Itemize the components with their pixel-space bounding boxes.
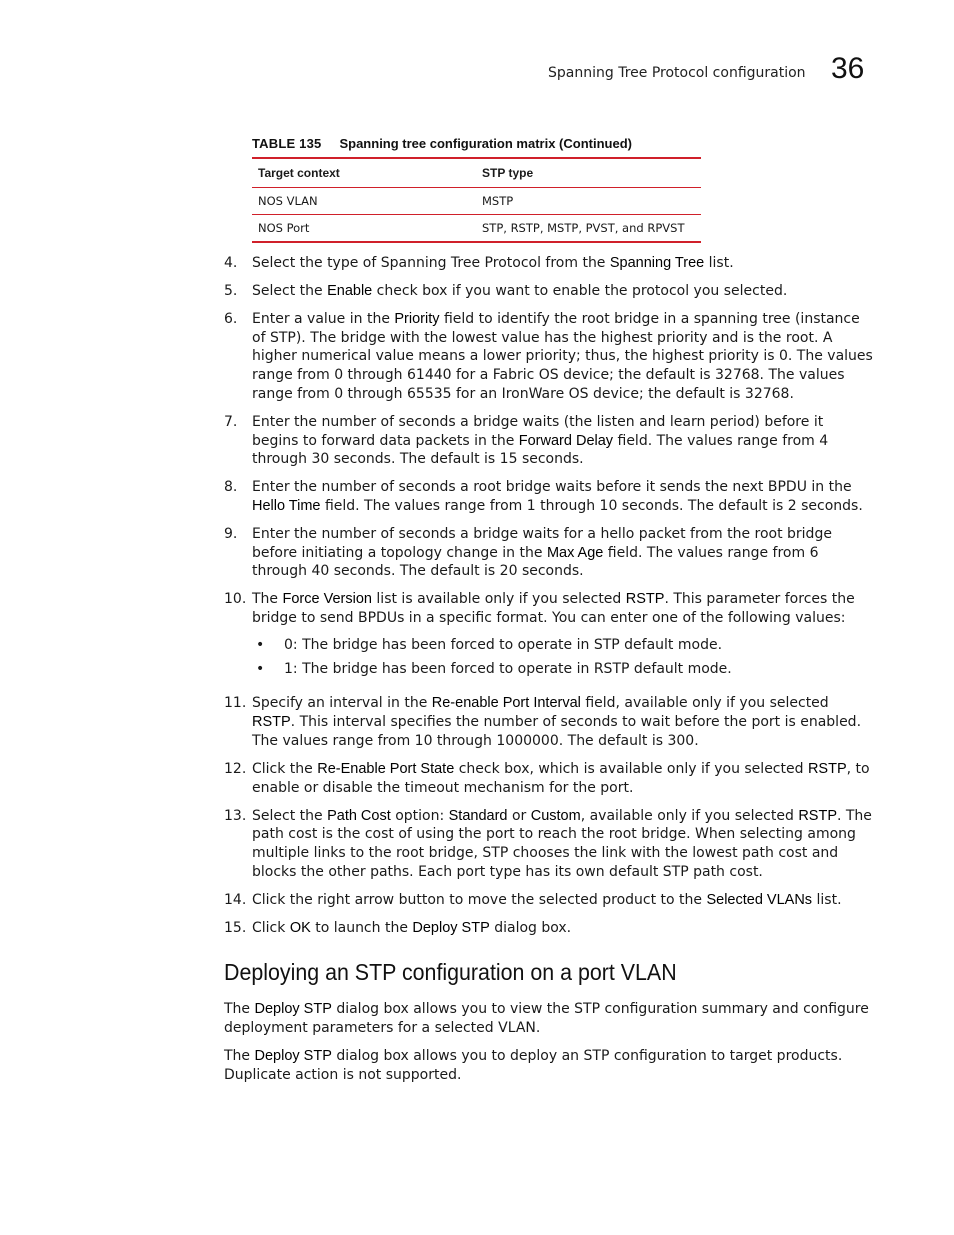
text-run: field. The values range from 6 through 40 seconds. The default is 20 seconds. <box>252 544 819 580</box>
text-run: , to enable or disable the timeout mechanism for the port. <box>252 760 870 796</box>
table-cell: NOS Port <box>258 221 310 235</box>
text-run: dialog box allows you to view the STP configuration summary and configure deployment parameters for a selected VLAN. <box>224 1001 869 1036</box>
text-run: The <box>252 591 283 608</box>
procedure-steps <box>224 254 874 947</box>
table-row <box>252 188 701 215</box>
ui-term: Deploy STP <box>412 919 490 936</box>
step-text <box>252 282 874 301</box>
text-run: field. The values range from 1 through 10 seconds. The default is 2 seconds. <box>320 497 863 514</box>
page-header-title: Spanning Tree Protocol configuration <box>548 65 806 81</box>
table-label: TABLE 135 <box>252 136 322 151</box>
step-body <box>252 760 874 797</box>
text-run: dialog box allows you to deploy an STP configuration to target products. Duplicate action is not supported. <box>224 1048 843 1083</box>
ui-term: Standard <box>448 807 508 824</box>
text-run: . This parameter forces the bridge to send BPDUs in a specific format. You can enter one of the following values: <box>252 591 855 627</box>
text-run: list is available only if you selected <box>371 591 626 608</box>
step-number: 6. <box>224 311 238 327</box>
text-run: Specify an interval in the <box>252 695 432 712</box>
text-run: . This interval specifies the number of seconds to wait before the port is enabled. The values range from 10 through 1000000. The default is 300. <box>252 714 862 749</box>
step-number: 15. <box>224 919 247 936</box>
procedure-step <box>224 478 874 515</box>
text-run: list. <box>812 891 842 908</box>
ui-term: RSTP <box>252 714 291 731</box>
table-title: Spanning tree configuration matrix (Continued) <box>339 136 632 151</box>
step-number: 8. <box>224 479 238 496</box>
text-run: The <box>224 1048 255 1064</box>
step-body <box>252 590 874 627</box>
table-header-row <box>252 159 701 188</box>
step-number: 7. <box>224 413 238 430</box>
text-run: Click the right arrow button to move the selected product to the <box>252 891 707 908</box>
text-run: or <box>507 807 531 824</box>
ui-term: Max Age <box>546 544 604 561</box>
text-run: Select the <box>252 283 328 299</box>
config-matrix-table <box>252 157 701 243</box>
bullet-item <box>252 636 874 655</box>
step-body <box>252 282 874 301</box>
procedure-step <box>224 590 874 685</box>
chapter-number: 36 <box>831 52 865 85</box>
text-run: Click <box>252 919 290 936</box>
ui-term: Deploy STP <box>254 1048 332 1064</box>
text-run: field to identify the root bridge in a spanning tree (instance of STP). The bridge with the lowest value has the highest priority and is the root. A higher numerical value means a lower priority; thus, the highest priority is 0. The values range from 0 through 61440 for a Fabric OS device; the default is 32768. The values range from 0 through 65535 for an IronWare OS device; the default is 32768. <box>252 311 873 402</box>
text-run: Select the type of Spanning Tree Protocol from the <box>252 255 610 271</box>
text-run: Enter the number of seconds a root bridge waits before it sends the next BPDU in the <box>252 479 852 496</box>
text-run: option: <box>390 807 449 824</box>
ui-term: RSTP <box>807 760 847 777</box>
step-text <box>252 310 874 404</box>
section-heading: Deploying an STP configuration on a port VLAN <box>224 959 677 985</box>
text-run: Click the <box>252 760 318 777</box>
bullet-text: 1: The bridge has been forced to operate in RSTP default mode. <box>284 661 732 678</box>
step-body <box>252 694 874 750</box>
step-number: 14. <box>224 891 247 908</box>
text-run: list. <box>704 255 734 271</box>
ui-term: Path Cost <box>327 807 391 824</box>
ui-term: Spanning Tree <box>609 255 705 271</box>
text-run: , available only if you selected <box>580 807 799 824</box>
procedure-step <box>224 919 874 938</box>
ui-term: Deploy STP <box>254 1001 332 1017</box>
step-text <box>252 590 874 685</box>
step-body <box>252 807 874 882</box>
step-body <box>252 525 874 581</box>
bullet-dot-icon: • <box>256 636 265 653</box>
step-number: 12. <box>224 760 247 777</box>
step-text <box>252 694 874 750</box>
text-run: dialog box. <box>489 919 572 936</box>
step-text <box>252 254 874 273</box>
ui-term: Selected VLANs <box>706 891 813 908</box>
ui-term: Enable <box>327 283 373 299</box>
table-row <box>252 215 701 241</box>
procedure-step <box>224 694 874 750</box>
step-body <box>252 919 874 938</box>
text-run: Enter the number of seconds a bridge waits for a hello packet from the root bridge before initiating a topology change in the <box>252 525 832 561</box>
text-run: The <box>224 1001 255 1017</box>
text-run: to launch the <box>310 919 413 936</box>
text-run: Select the <box>252 807 328 824</box>
step-text <box>252 807 874 882</box>
procedure-step <box>224 891 874 910</box>
ui-term: Forward Delay <box>518 432 614 449</box>
column-header: STP type <box>482 166 534 180</box>
body-paragraph <box>224 1000 869 1037</box>
step-text <box>252 478 874 515</box>
table-cell: MSTP <box>482 194 514 208</box>
column-header: Target context <box>258 166 340 180</box>
step-number: 11. <box>224 695 247 712</box>
ui-term: Custom <box>530 807 581 824</box>
step-body <box>252 310 874 404</box>
step-number: 4. <box>224 255 238 271</box>
bullet-text: 0: The bridge has been forced to operate in STP default mode. <box>284 636 723 653</box>
step-number: 13. <box>224 807 247 824</box>
step-number: 10. <box>224 591 247 608</box>
step-body <box>252 254 874 273</box>
text-run: . The path cost is the cost of using the port to reach the root bridge. When selecting among multiple links to the root bridge, STP chooses the link with the lowest path cost and blocks the other paths. Each port type has its own default STP path cost. <box>252 807 872 880</box>
ui-term: RSTP <box>625 591 665 608</box>
procedure-step <box>224 310 874 404</box>
step-text <box>252 413 874 469</box>
procedure-step <box>224 760 874 797</box>
text-run: field, available only if you selected <box>580 695 829 712</box>
ui-term: OK <box>289 919 311 936</box>
procedure-step <box>224 525 874 581</box>
step-body <box>252 478 874 515</box>
ui-term: Re-enable Port Interval <box>431 695 581 712</box>
step-text <box>252 525 874 581</box>
ui-term: RSTP <box>798 807 837 824</box>
procedure-step <box>224 413 874 469</box>
body-paragraph <box>224 1047 869 1084</box>
table-caption <box>252 136 632 151</box>
step-text <box>252 760 874 797</box>
bullet-dot-icon: • <box>256 661 265 678</box>
step-body <box>252 891 874 910</box>
ui-term: Priority <box>394 311 440 327</box>
text-run: Enter a value in the <box>252 311 395 327</box>
ui-term: Re-Enable Port State <box>317 760 455 777</box>
table-cell: STP, RSTP, MSTP, PVST, and RPVST <box>482 221 685 235</box>
text-run: Enter the number of seconds a bridge waits (the listen and learn period) before it begins to forward data packets in the <box>252 413 824 449</box>
step-text <box>252 891 874 910</box>
procedure-step <box>224 254 874 273</box>
step-number: 5. <box>224 283 238 299</box>
procedure-step <box>224 807 874 882</box>
text-run: field. The values range from 4 through 30 seconds. The default is 15 seconds. <box>252 432 829 468</box>
ui-term: Force Version <box>282 591 372 608</box>
step-number: 9. <box>224 525 238 542</box>
text-run: check box if you want to enable the protocol you selected. <box>372 283 788 299</box>
bullet-list <box>252 636 874 679</box>
step-text <box>252 919 874 938</box>
ui-term: Hello Time <box>252 497 321 514</box>
step-body <box>252 413 874 469</box>
text-run: check box, which is available only if you selected <box>454 760 808 777</box>
procedure-step <box>224 282 874 301</box>
bullet-item <box>252 660 874 679</box>
table-cell: NOS VLAN <box>258 194 318 208</box>
